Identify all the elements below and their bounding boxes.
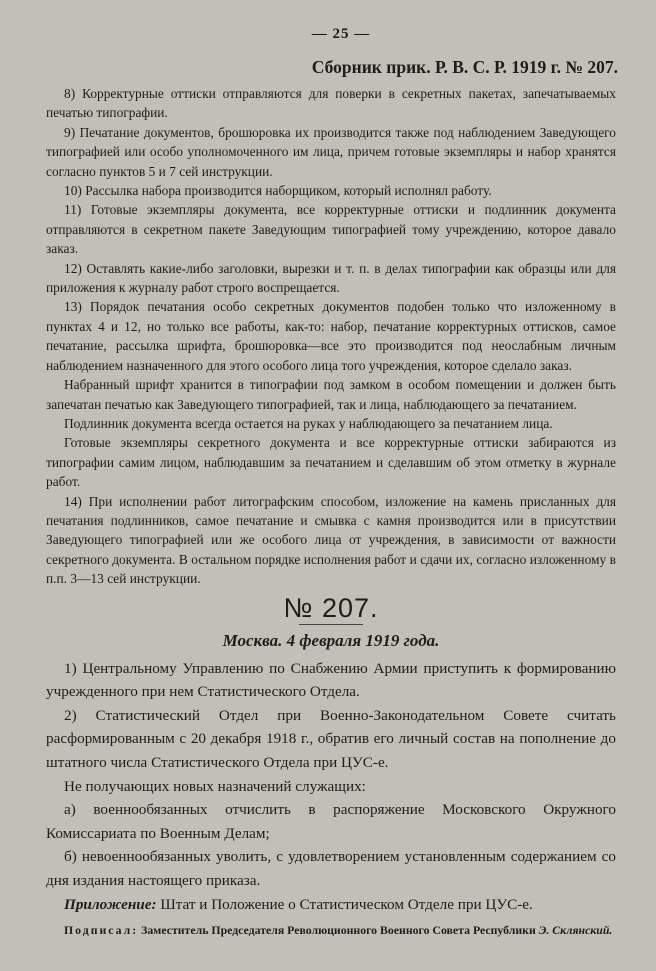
page-number: — 25 — (311, 26, 371, 42)
order-body (46, 657, 616, 917)
instruction-paragraph: 12) Оставлять какие-либо заголовки, вырезки и т. п. в делах типографии как образцы или для приложения к журналу работ строго воспрещается. (46, 260, 616, 296)
running-header: Сборник прик. Р. В. С. Р. 1919 г. № 207. (311, 57, 618, 77)
instruction-section (46, 84, 616, 589)
instruction-paragraph: Подлинник документа всегда остается на руках у наблюдающего за печатанием лица. (64, 415, 553, 431)
order-paragraph: Не получающих новых назначений служащих: (64, 777, 366, 795)
instruction-paragraph: 9) Печатание документов, брошюровка их производится также под наблюдением Заведующего типографией или особо уполномоченного им лица, причем готовые экземпляры и набор хранятся согласно пунктов 5 и 7 сей инструкции. (46, 124, 616, 179)
attachment-label: Приложение: (64, 895, 157, 913)
signature-title: Заместитель Председателя Революционного Военного Совета Республики (138, 923, 536, 938)
order-date: Москва. 4 февраля 1919 года. (222, 630, 440, 650)
instruction-paragraph: Набранный шрифт хранится в типографии под замком в особом помещении и должен быть запечатан печатью как Заведующего типографией, так и лица, наблюдающего за печатанием. (46, 377, 616, 412)
instruction-paragraph: 10) Рассылка набора производится наборщиком, который исполнял работу. (64, 183, 492, 199)
order-paragraph: 1) Центральному Управлению по Снабжению Армии приступить к формированию учрежденного при нем Статистического Отдела. (46, 659, 616, 701)
order-number-underline (299, 624, 363, 625)
signature-name: Э. Склянский. (538, 923, 613, 938)
signature-block (46, 922, 616, 939)
instruction-paragraph: 13) Порядок печатания особо секретных документов подобен только что изложенному в пунктах 4 и 12, но только все работы, как-то: набор, печатание корректурных оттисков, самое печатание, рассылка шрифта, брошюровка—все это производится под неослабным личным наблюдением назначенного для этого особого лица того учреждения, которое сделало заказ. (46, 299, 616, 373)
instruction-paragraph: Готовые экземпляры секретного документа и все корректурные оттиски забираются из типографии самим лицом, наблюдавшим за печатанием и сделавшим об этом отметку в журнале работ. (46, 435, 616, 490)
signature-signed: Подписал: (64, 923, 139, 938)
order-paragraph: 2) Статистический Отдел при Военно-Законодательном Совете считать расформированным с 20 декабря 1918 г., обратив его личный состав на пополнение до штатного числа Статистического Отдела при ЦУС-е. (46, 706, 616, 771)
instruction-paragraph: 8) Корректурные оттиски отправляются для поверки в секретных пакетах, запечатываемых печатью типографии. (46, 86, 616, 121)
instruction-paragraph: 11) Готовые экземпляры документа, все корректурные оттиски и подлинник документа отправляются в секретном пакете Заведующим типографией тому учреждению, которое давало заказ. (46, 202, 616, 257)
order-paragraph: а) военнообязанных отчислить в распоряжение Московского Окружного Комиссариата по Военным Делам; (46, 801, 616, 842)
attachment-text: Штат и Положение о Статистическом Отделе при ЦУС-е. (156, 895, 533, 913)
attachment-line (46, 893, 616, 917)
order-number: № 207. (283, 592, 379, 623)
instruction-paragraph: 14) При исполнении работ литографским способом, изложение на камень присланных для печатания подлинников, самое печатание и смывка с камня производится или в присутствии Заведующего типографией или же особого лица от учреждения, в зависимости от важности секретного документа. В остальном порядке исполнения работ и сдачи их, согласно изложенному в п.п. 3—13 сей инструкции. (46, 493, 616, 587)
order-paragraph: б) невоеннообязанных уволить, с удовлетворением установленным содержанием со дня издания настоящего приказа. (46, 848, 616, 889)
